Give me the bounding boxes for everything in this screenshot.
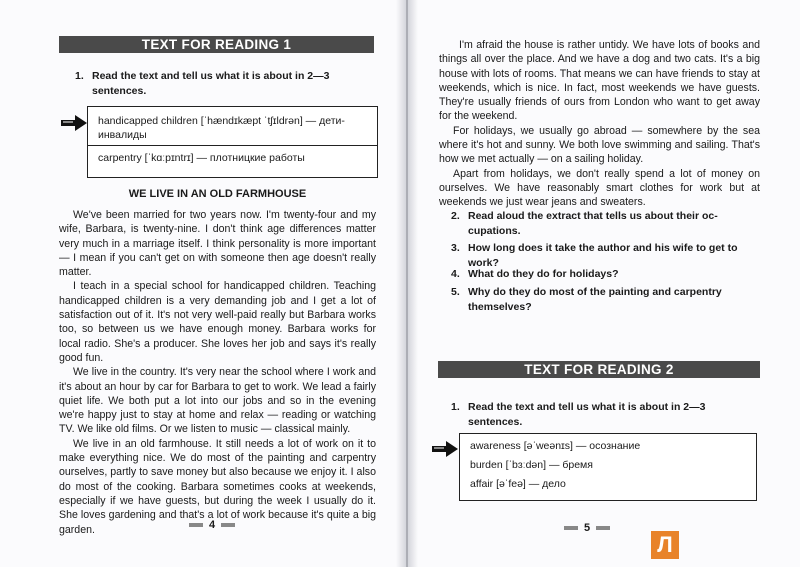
vocab-entry-awareness: awareness [əˈweənɪs] — осознание: [470, 440, 641, 452]
vocabulary-box-2: [459, 433, 757, 501]
right-page: [408, 0, 800, 567]
page-number-right: 5: [558, 522, 616, 534]
paragraph: For holidays, we usually go abroad — somewhere by the sea where it's hot and sunny. We both love swimming and sailing. That's how we met actually — on a sailing holiday.: [439, 124, 760, 166]
paragraph: We've been married for two years now. I'm twenty-four and my wife, Barbara, is twenty-nine. I don't think age differences matter very much in a marriage itself. I think personality is more important — I mean if you can't get on with someone then age doesn't really matter.: [59, 209, 376, 279]
section-banner-reading-1: TEXT FOR READING 1: [59, 36, 374, 53]
arrow-pointer-icon: [430, 440, 460, 458]
paragraph: Apart from holidays, we don't really spend a lot of money on ourselves. We have reasonably smart clothes for work but at weekends we just wear jeans and sweaters.: [439, 167, 760, 209]
paragraph: We live in an old farmhouse. It still needs a lot of work on it to make everything nice. We do most of the painting and carpentry ourselves, partly to save money but also because we enjoy it. I also do most of the cooking. Barbara sometimes cooks at weekends, especially if we have guests, but during the week I usually do it. She loves gardening and that's a lot of work because it's quite a big garden.: [59, 437, 376, 536]
publisher-logo: Л: [651, 531, 679, 559]
vocab-divider: [88, 145, 377, 146]
story-title: WE LIVE IN AN OLD FARMHOUSE: [128, 188, 307, 200]
question-4: 4. What do they do for holidays?: [451, 268, 619, 280]
question-5: 5. Why do they do most of the painting and carpentry themselves?: [451, 286, 722, 313]
page-number-left: 4: [183, 519, 241, 531]
vocab-entry-carpentry: carpentry [ˈkɑːpɪntrɪ] — плотницкие работы: [98, 152, 305, 164]
vocab-entry-affair: affair [əˈfeə] — дело: [470, 478, 566, 490]
arrow-pointer-icon: [59, 114, 89, 132]
task-number: 1.: [75, 70, 84, 82]
task-text: Read the text and tell us what it is about in 2—3 sentences.: [92, 70, 330, 97]
task-1-reading-2: 1. Read the text and tell us what it is about in 2—3 sentences.: [451, 401, 706, 428]
paragraph: I teach in a special school for handicapped children. Teaching handicapped children is a very demanding job and I get a lot of satisfaction out of it. It's not very well-paid really but Barbara works too, so between us we have enough money. Barbara works for local radio. She's a producer. She loves her job and says it's really good fun.: [59, 280, 376, 364]
task-1: [75, 69, 375, 98]
paragraph: I'm afraid the house is rather untidy. We have lots of books and things all over the place. And we have a dog and two cats. It's a big house with lots of rooms. That means we can have friends to stay at weekends, which is nice. In fact, most weekends we have guests. They're usually friends of ours from London who want to get away for the weekend.: [439, 39, 760, 123]
section-banner-reading-2: TEXT FOR READING 2: [438, 361, 760, 378]
vocab-entry-burden: burden [ˈbɜːdən] — бремя: [470, 459, 593, 471]
paragraph: We live in the country. It's very near the school where I work and it's about an hour by car for Barbara to get to work. We lead a fairly quiet life. We both put a lot into our jobs and so in the evening we're happy just to stay at home and relax — reading or watching TV. We like old films. Or we listen to music — classical mainly.: [59, 366, 376, 436]
question-3: 3. How long does it take the author and his wife to get to work?: [451, 242, 738, 269]
story-text-right: [439, 38, 760, 210]
book-gutter: [396, 0, 418, 567]
vocab-entry-handicapped-children: handicapped children [ˈhændɪkæpt ˈtʃɪldrən] — дети-инвалиды: [98, 115, 345, 141]
vocabulary-box-1: [87, 106, 378, 178]
story-text-left: [59, 208, 376, 537]
question-2: 2. Read aloud the extract that tells us about their oc- cupations.: [451, 210, 718, 237]
